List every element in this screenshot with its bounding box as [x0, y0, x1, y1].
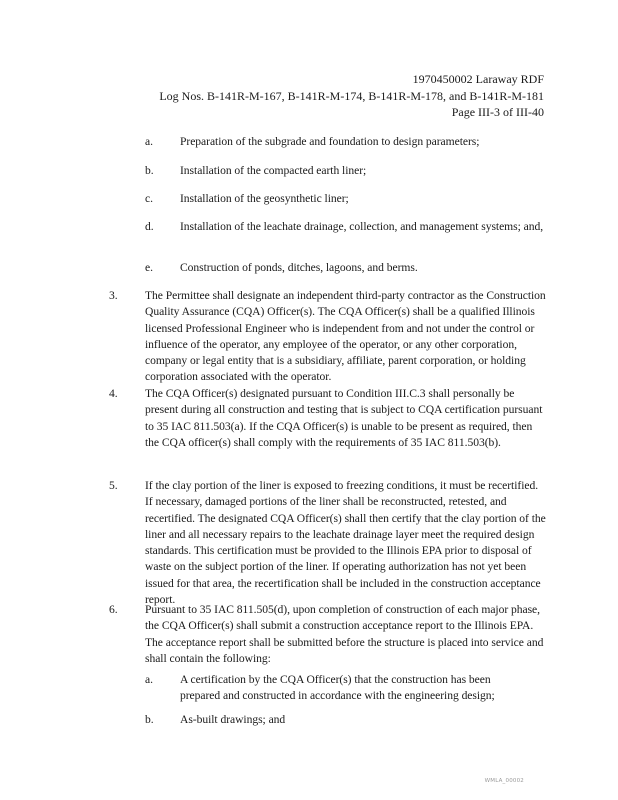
header-site-id: 1970450002 Laraway RDF [412, 72, 544, 86]
header-page-number: Page III-3 of III-40 [451, 105, 544, 119]
list-item-label: a. [145, 673, 154, 686]
list-item-label: b. [145, 713, 154, 726]
condition-number: 5. [109, 479, 118, 492]
list-item-text: Installation of the leachate drainage, collection, and management systems; and, [180, 220, 544, 233]
condition-text: The Permittee shall designate an independent third-party contractor as the Construction Quality Assurance (CQA) Officer(s). The CQA Officer(s) shall be a qualified Illinois licensed Professional Engineer who is independent from and not under the control or influence of the operator, any employee of the operator, or any other corporation, company or legal entity that is a subsidiary, affiliate, parent corporation, or holding corporation associated with the operator. [145, 289, 546, 384]
list-item-text: Installation of the compacted earth liner; [180, 164, 367, 177]
condition-text: Pursuant to 35 IAC 811.505(d), upon completion of construction of each major phase, the CQA Officer(s) shall submit a construction acceptance report to the Illinois EPA. The acceptance report shall be submitted before the structure is placed into service and shall contain the following: [145, 603, 544, 665]
list-item-label: d. [145, 220, 154, 233]
list-item-label: c. [145, 192, 154, 205]
bates-stamp: WMLA_00002 [484, 778, 524, 784]
condition-number: 3. [109, 289, 118, 302]
condition-text: If the clay portion of the liner is exposed to freezing conditions, it must be recertified. If necessary, damaged portions of the liner shall be reconstructed, retested, and recertified. The designated CQA Officer(s) shall then certify that the clay portion of the liner and all necessary repairs to the leachate drainage layer meet the required design standards. This certification must be provided to the Illinois EPA prior to disposal of waste on the subject portion of the liner. If operating authorization has not yet been issued for that area, the recertification shall be included in the construction acceptance report. [145, 479, 546, 607]
list-item-text: A certification by the CQA Officer(s) that the construction has been prepared and constructed in accordance with the engineering design; [180, 673, 495, 703]
list-item-text: As-built drawings; and [180, 713, 286, 726]
list-item-text: Construction of ponds, ditches, lagoons, and berms. [180, 261, 418, 274]
list-item-label: a. [145, 135, 154, 148]
header-log-numbers: Log Nos. B-141R-M-167, B-141R-M-174, B-141R-M-178, and B-141R-M-181 [159, 89, 544, 103]
list-item-text: Preparation of the subgrade and foundation to design parameters; [180, 135, 480, 148]
list-item-label: b. [145, 164, 154, 177]
list-item-label: e. [145, 261, 154, 274]
list-item-text: Installation of the geosynthetic liner; [180, 192, 349, 205]
condition-number: 4. [109, 387, 118, 400]
condition-text: The CQA Officer(s) designated pursuant to Condition III.C.3 shall personally be present during all construction and testing that is subject to CQA certification pursuant to 35 IAC 811.503(a). If the CQA Officer(s) is unable to be present as required, then the CQA officer(s) shall comply with the requirements of 35 IAC 811.503(b). [145, 387, 543, 449]
condition-number: 6. [109, 603, 118, 616]
